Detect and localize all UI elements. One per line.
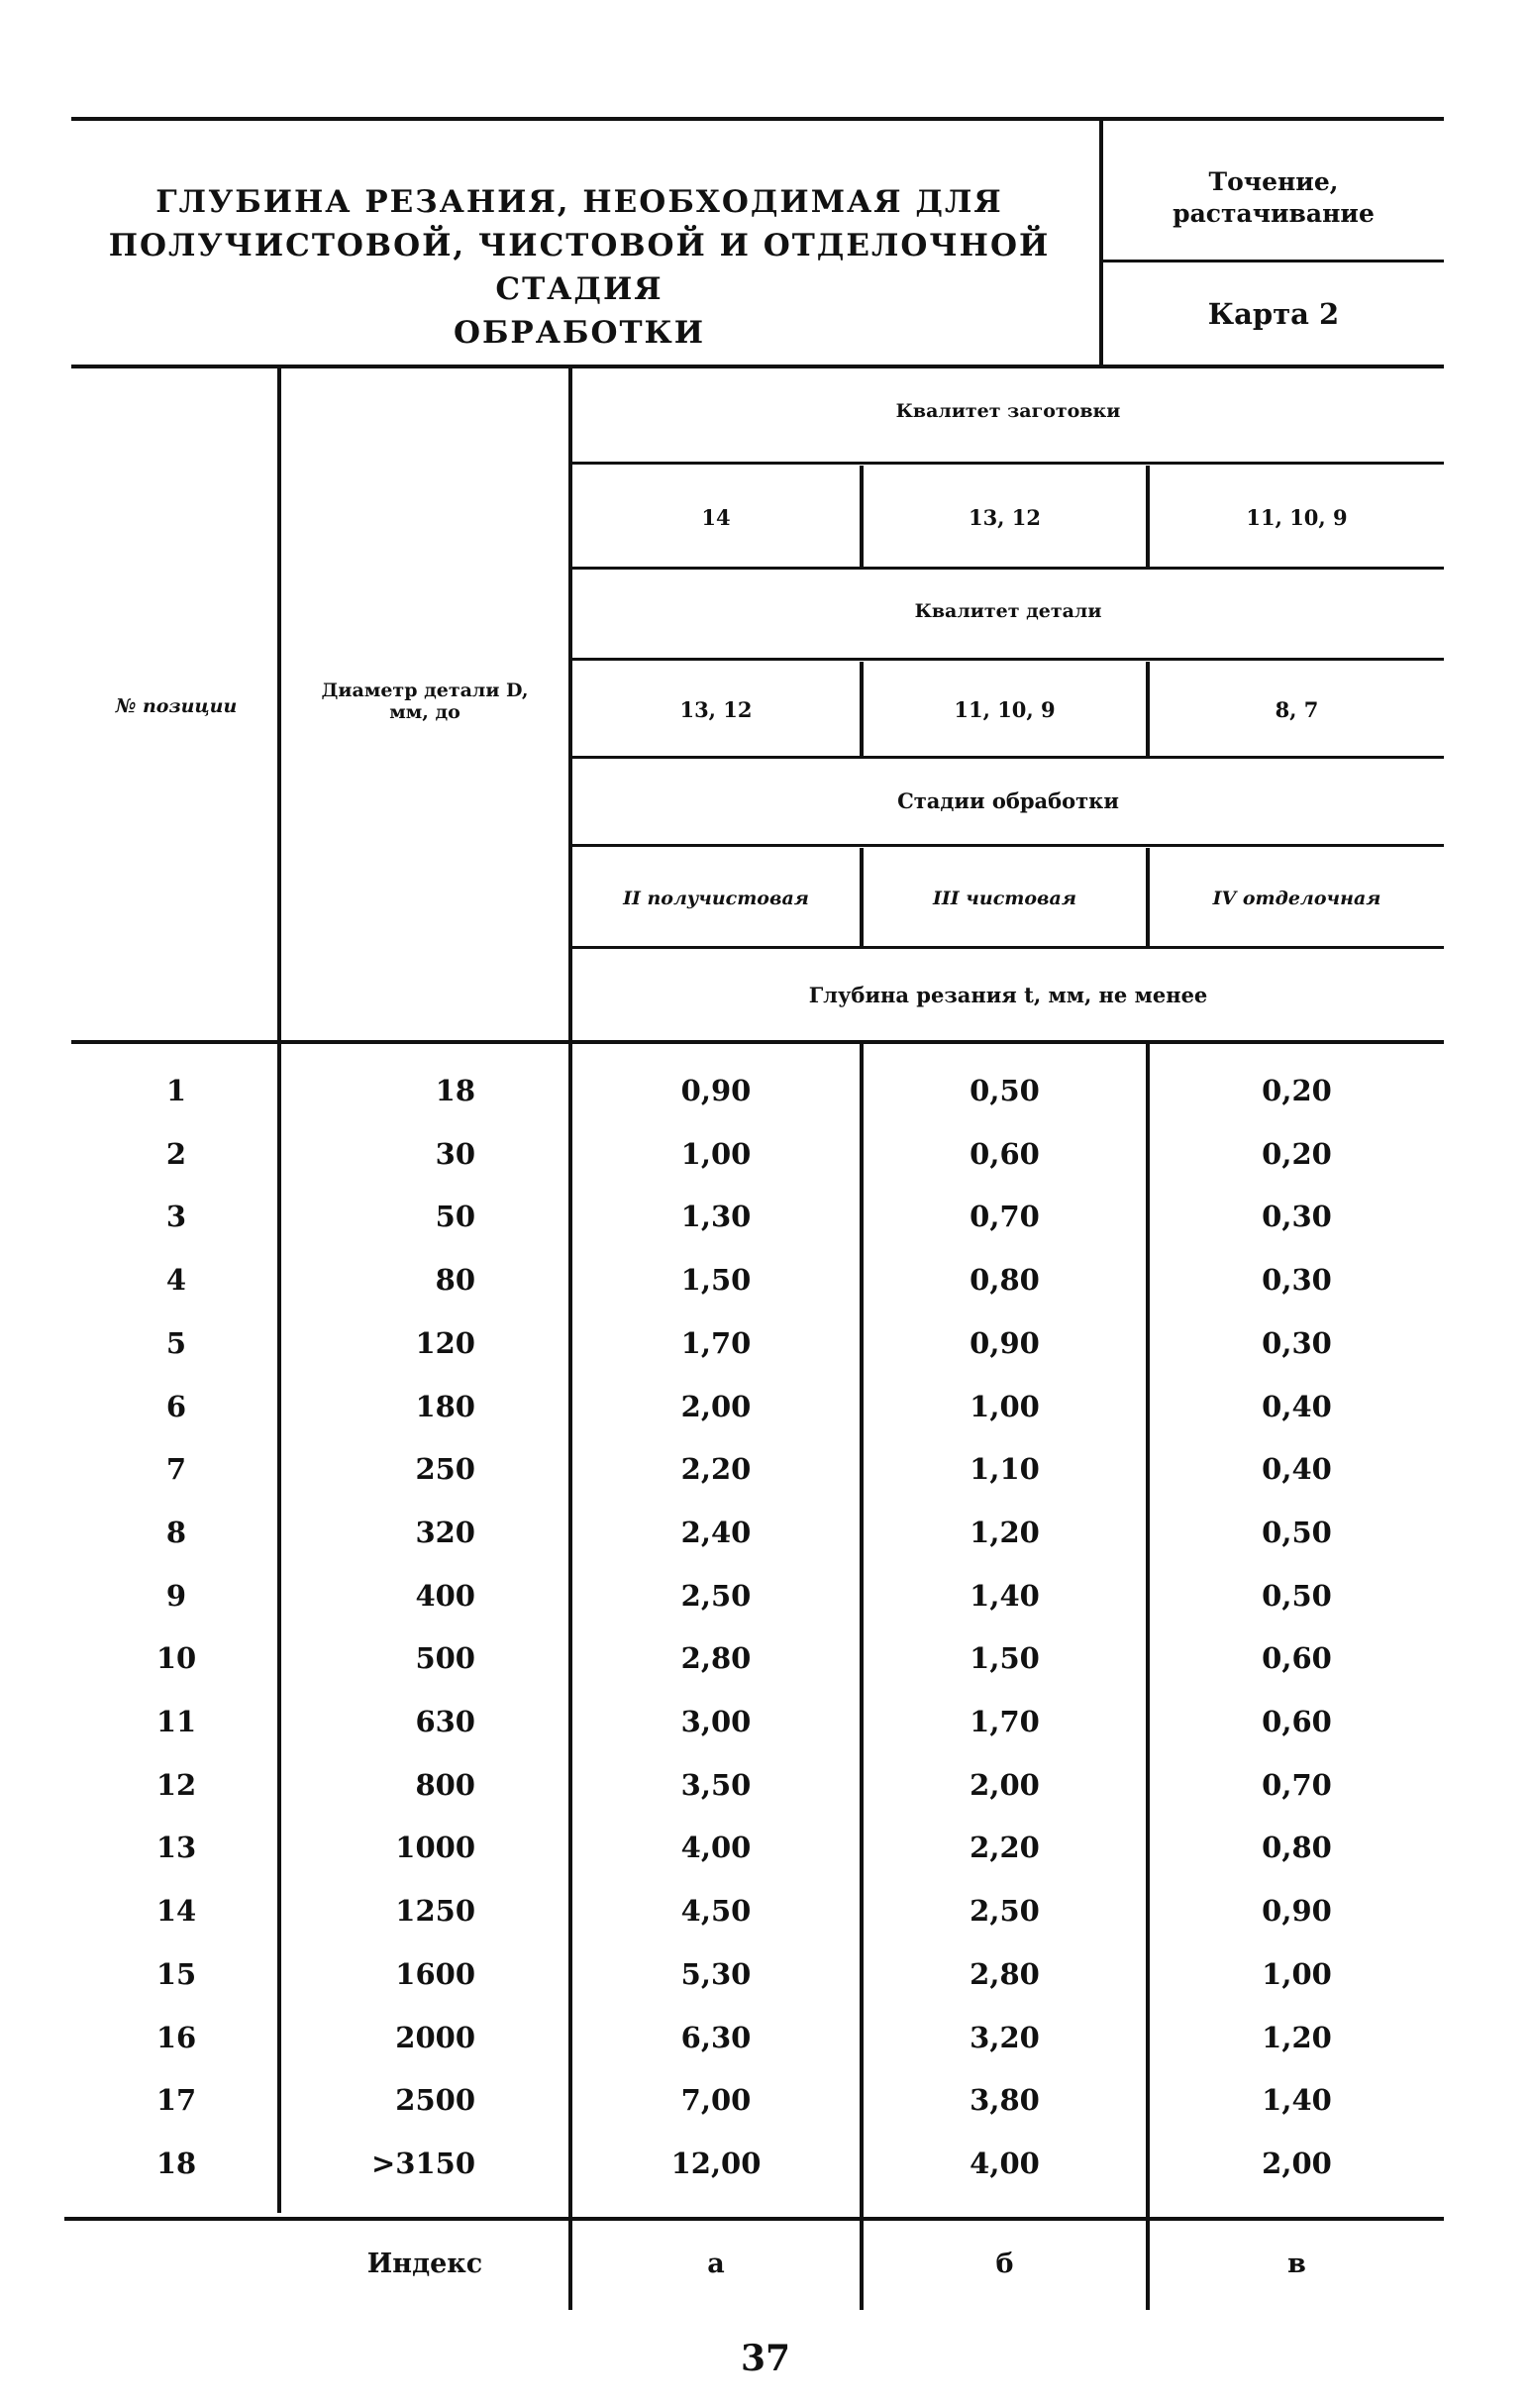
- index-b: б: [995, 2249, 1014, 2279]
- operation-line-1: Точение,: [1208, 167, 1339, 196]
- blank-quality-label: Квалитет заготовки: [895, 400, 1121, 422]
- cell-position: 18: [155, 2146, 197, 2180]
- cell-semifinish: 3,50: [680, 1768, 752, 1802]
- rule-part-quality-values: [572, 756, 1444, 759]
- cell-diameter: 120: [415, 1326, 475, 1360]
- col-diameter-line-2: мм, до: [389, 701, 460, 723]
- part-quality-label: Квалитет детали: [914, 600, 1102, 622]
- cell-semifinish: 1,50: [680, 1263, 752, 1297]
- cell-finish: 2,80: [970, 1957, 1040, 1991]
- cell-position: 1: [165, 1074, 187, 1107]
- col-diameter-line-1: Диаметр детали D,: [321, 680, 529, 701]
- cell-semifinish: 4,00: [680, 1831, 752, 1864]
- cell-finish: 0,80: [970, 1263, 1040, 1297]
- part-quality-c: 8, 7: [1275, 697, 1319, 722]
- operation-label: [1103, 166, 1444, 230]
- cell-final: 0,30: [1262, 1263, 1332, 1297]
- cell-diameter: 2500: [395, 2083, 475, 2117]
- cell-finish: 3,80: [970, 2083, 1040, 2117]
- operation-line-2: растачивание: [1173, 199, 1375, 228]
- cell-position: 17: [155, 2083, 197, 2117]
- top-rule: [71, 117, 1444, 121]
- cell-semifinish: 1,30: [680, 1200, 752, 1233]
- cell-diameter: 1250: [395, 1894, 475, 1928]
- cell-finish: 1,20: [970, 1516, 1040, 1549]
- cell-semifinish: 2,80: [680, 1641, 752, 1675]
- rule-blank-quality: [572, 462, 1444, 465]
- cell-semifinish: 5,30: [680, 1957, 752, 1991]
- index-label: Индекс: [366, 2249, 483, 2279]
- cell-position: 14: [155, 1894, 197, 1928]
- cell-semifinish: 7,00: [680, 2083, 752, 2117]
- cell-final: 0,80: [1262, 1831, 1332, 1864]
- cell-diameter: >3150: [370, 2146, 475, 2180]
- cell-final: 0,70: [1262, 1768, 1332, 1802]
- cell-position: 12: [155, 1768, 197, 1802]
- cell-final: 1,40: [1262, 2083, 1332, 2117]
- rule-stage-values: [572, 946, 1444, 949]
- cell-finish: 1,10: [970, 1452, 1040, 1486]
- cell-position: 10: [155, 1641, 197, 1675]
- cell-semifinish: 3,00: [680, 1705, 752, 1738]
- header-card-divider: [1103, 260, 1444, 262]
- blank-quality-a: 14: [701, 505, 731, 530]
- index-c: в: [1287, 2249, 1306, 2279]
- cell-semifinish: 2,50: [680, 1579, 752, 1613]
- cell-semifinish: 6,30: [680, 2021, 752, 2054]
- cell-final: 0,50: [1262, 1579, 1332, 1613]
- cell-finish: 0,50: [970, 1074, 1040, 1107]
- cell-position: 6: [165, 1390, 187, 1423]
- cell-finish: 3,20: [970, 2021, 1040, 2054]
- cell-diameter: 50: [435, 1200, 475, 1233]
- cell-final: 0,40: [1262, 1390, 1332, 1423]
- part-quality-b: 11, 10, 9: [954, 697, 1056, 722]
- cell-finish: 1,00: [970, 1390, 1040, 1423]
- cell-position: 13: [155, 1831, 197, 1864]
- cell-position: 3: [165, 1200, 187, 1233]
- cell-final: 0,90: [1262, 1894, 1332, 1928]
- cell-finish: 1,40: [970, 1579, 1040, 1613]
- cell-final: 0,20: [1262, 1137, 1332, 1171]
- cell-diameter: 180: [415, 1390, 475, 1423]
- cell-final: 0,30: [1262, 1200, 1332, 1233]
- col-diameter-header: [281, 680, 568, 723]
- blank-quality-c: 11, 10, 9: [1246, 505, 1348, 530]
- cell-semifinish: 4,50: [680, 1894, 752, 1928]
- cell-finish: 0,60: [970, 1137, 1040, 1171]
- cell-semifinish: 12,00: [670, 2146, 762, 2180]
- table-bottom-rule: [64, 2217, 1444, 2221]
- cell-final: 0,50: [1262, 1516, 1332, 1549]
- cell-semifinish: 1,00: [680, 1137, 752, 1171]
- body-divider-a: [860, 1044, 864, 2310]
- card-label: Карта 2: [1207, 297, 1340, 331]
- cell-finish: 1,50: [970, 1641, 1040, 1675]
- cell-position: 2: [165, 1137, 187, 1171]
- cell-finish: 1,70: [970, 1705, 1040, 1738]
- cell-semifinish: 2,20: [680, 1452, 752, 1486]
- cell-diameter: 30: [435, 1137, 475, 1171]
- cell-diameter: 80: [435, 1263, 475, 1297]
- cell-position: 5: [165, 1326, 187, 1360]
- cell-diameter: 630: [415, 1705, 475, 1738]
- stages-label: Стадии обработки: [897, 788, 1119, 813]
- cell-final: 0,40: [1262, 1452, 1332, 1486]
- cell-final: 0,30: [1262, 1326, 1332, 1360]
- cell-final: 2,00: [1262, 2146, 1332, 2180]
- cell-semifinish: 2,00: [680, 1390, 752, 1423]
- body-divider-b: [1146, 1044, 1150, 2310]
- cell-diameter: 320: [415, 1516, 475, 1549]
- cell-position: 16: [155, 2021, 197, 2054]
- cell-position: 7: [165, 1452, 187, 1486]
- cell-position: 8: [165, 1516, 187, 1549]
- cell-finish: 2,50: [970, 1894, 1040, 1928]
- cell-final: 1,20: [1262, 2021, 1332, 2054]
- rule-blank-quality-values: [572, 567, 1444, 570]
- cell-finish: 0,90: [970, 1326, 1040, 1360]
- cell-finish: 2,20: [970, 1831, 1040, 1864]
- title-line-3: ОБРАБОТКИ: [453, 315, 706, 351]
- cell-diameter: 500: [415, 1641, 475, 1675]
- col-position-header: № позиции: [115, 695, 238, 717]
- stage-a: II получистовая: [623, 888, 809, 909]
- cell-finish: 0,70: [970, 1200, 1040, 1233]
- cell-diameter: 400: [415, 1579, 475, 1613]
- cell-position: 9: [165, 1579, 187, 1613]
- cell-final: 0,60: [1262, 1641, 1332, 1675]
- title-line-1: ГЛУБИНА РЕЗАНИЯ, НЕОБХОДИМАЯ ДЛЯ: [155, 184, 1003, 220]
- cell-final: 0,20: [1262, 1074, 1332, 1107]
- depth-label: Глубина резания t, мм, не менее: [808, 983, 1208, 1007]
- part-quality-a: 13, 12: [679, 697, 753, 722]
- table-header-bottom-rule: [71, 1040, 1444, 1044]
- cell-diameter: 800: [415, 1768, 475, 1802]
- stage-c: IV отделочная: [1212, 888, 1381, 909]
- index-a: а: [707, 2249, 725, 2279]
- cell-final: 1,00: [1262, 1957, 1332, 1991]
- cell-position: 15: [155, 1957, 197, 1991]
- cell-position: 11: [155, 1705, 197, 1738]
- rule-part-quality: [572, 658, 1444, 661]
- stage-b: III чистовая: [933, 888, 1076, 909]
- header-divider: [1099, 121, 1103, 368]
- rule-stages: [572, 844, 1444, 847]
- blank-quality-b: 13, 12: [968, 505, 1042, 530]
- cell-semifinish: 2,40: [680, 1516, 752, 1549]
- cell-position: 4: [165, 1263, 187, 1297]
- cell-semifinish: 0,90: [680, 1074, 752, 1107]
- page-number: 37: [740, 2338, 791, 2379]
- cell-diameter: 1000: [395, 1831, 475, 1864]
- cell-final: 0,60: [1262, 1705, 1332, 1738]
- cell-diameter: 1600: [395, 1957, 475, 1991]
- cell-finish: 2,00: [970, 1768, 1040, 1802]
- cell-diameter: 2000: [395, 2021, 475, 2054]
- title-line-2: ПОЛУЧИСТОВОЙ, ЧИСТОВОЙ И ОТДЕЛОЧНОЙ СТАДИЯ: [108, 228, 1051, 307]
- cell-diameter: 18: [435, 1074, 475, 1107]
- cell-semifinish: 1,70: [680, 1326, 752, 1360]
- cell-diameter: 250: [415, 1452, 475, 1486]
- page-title: [64, 180, 1094, 355]
- cell-finish: 4,00: [970, 2146, 1040, 2180]
